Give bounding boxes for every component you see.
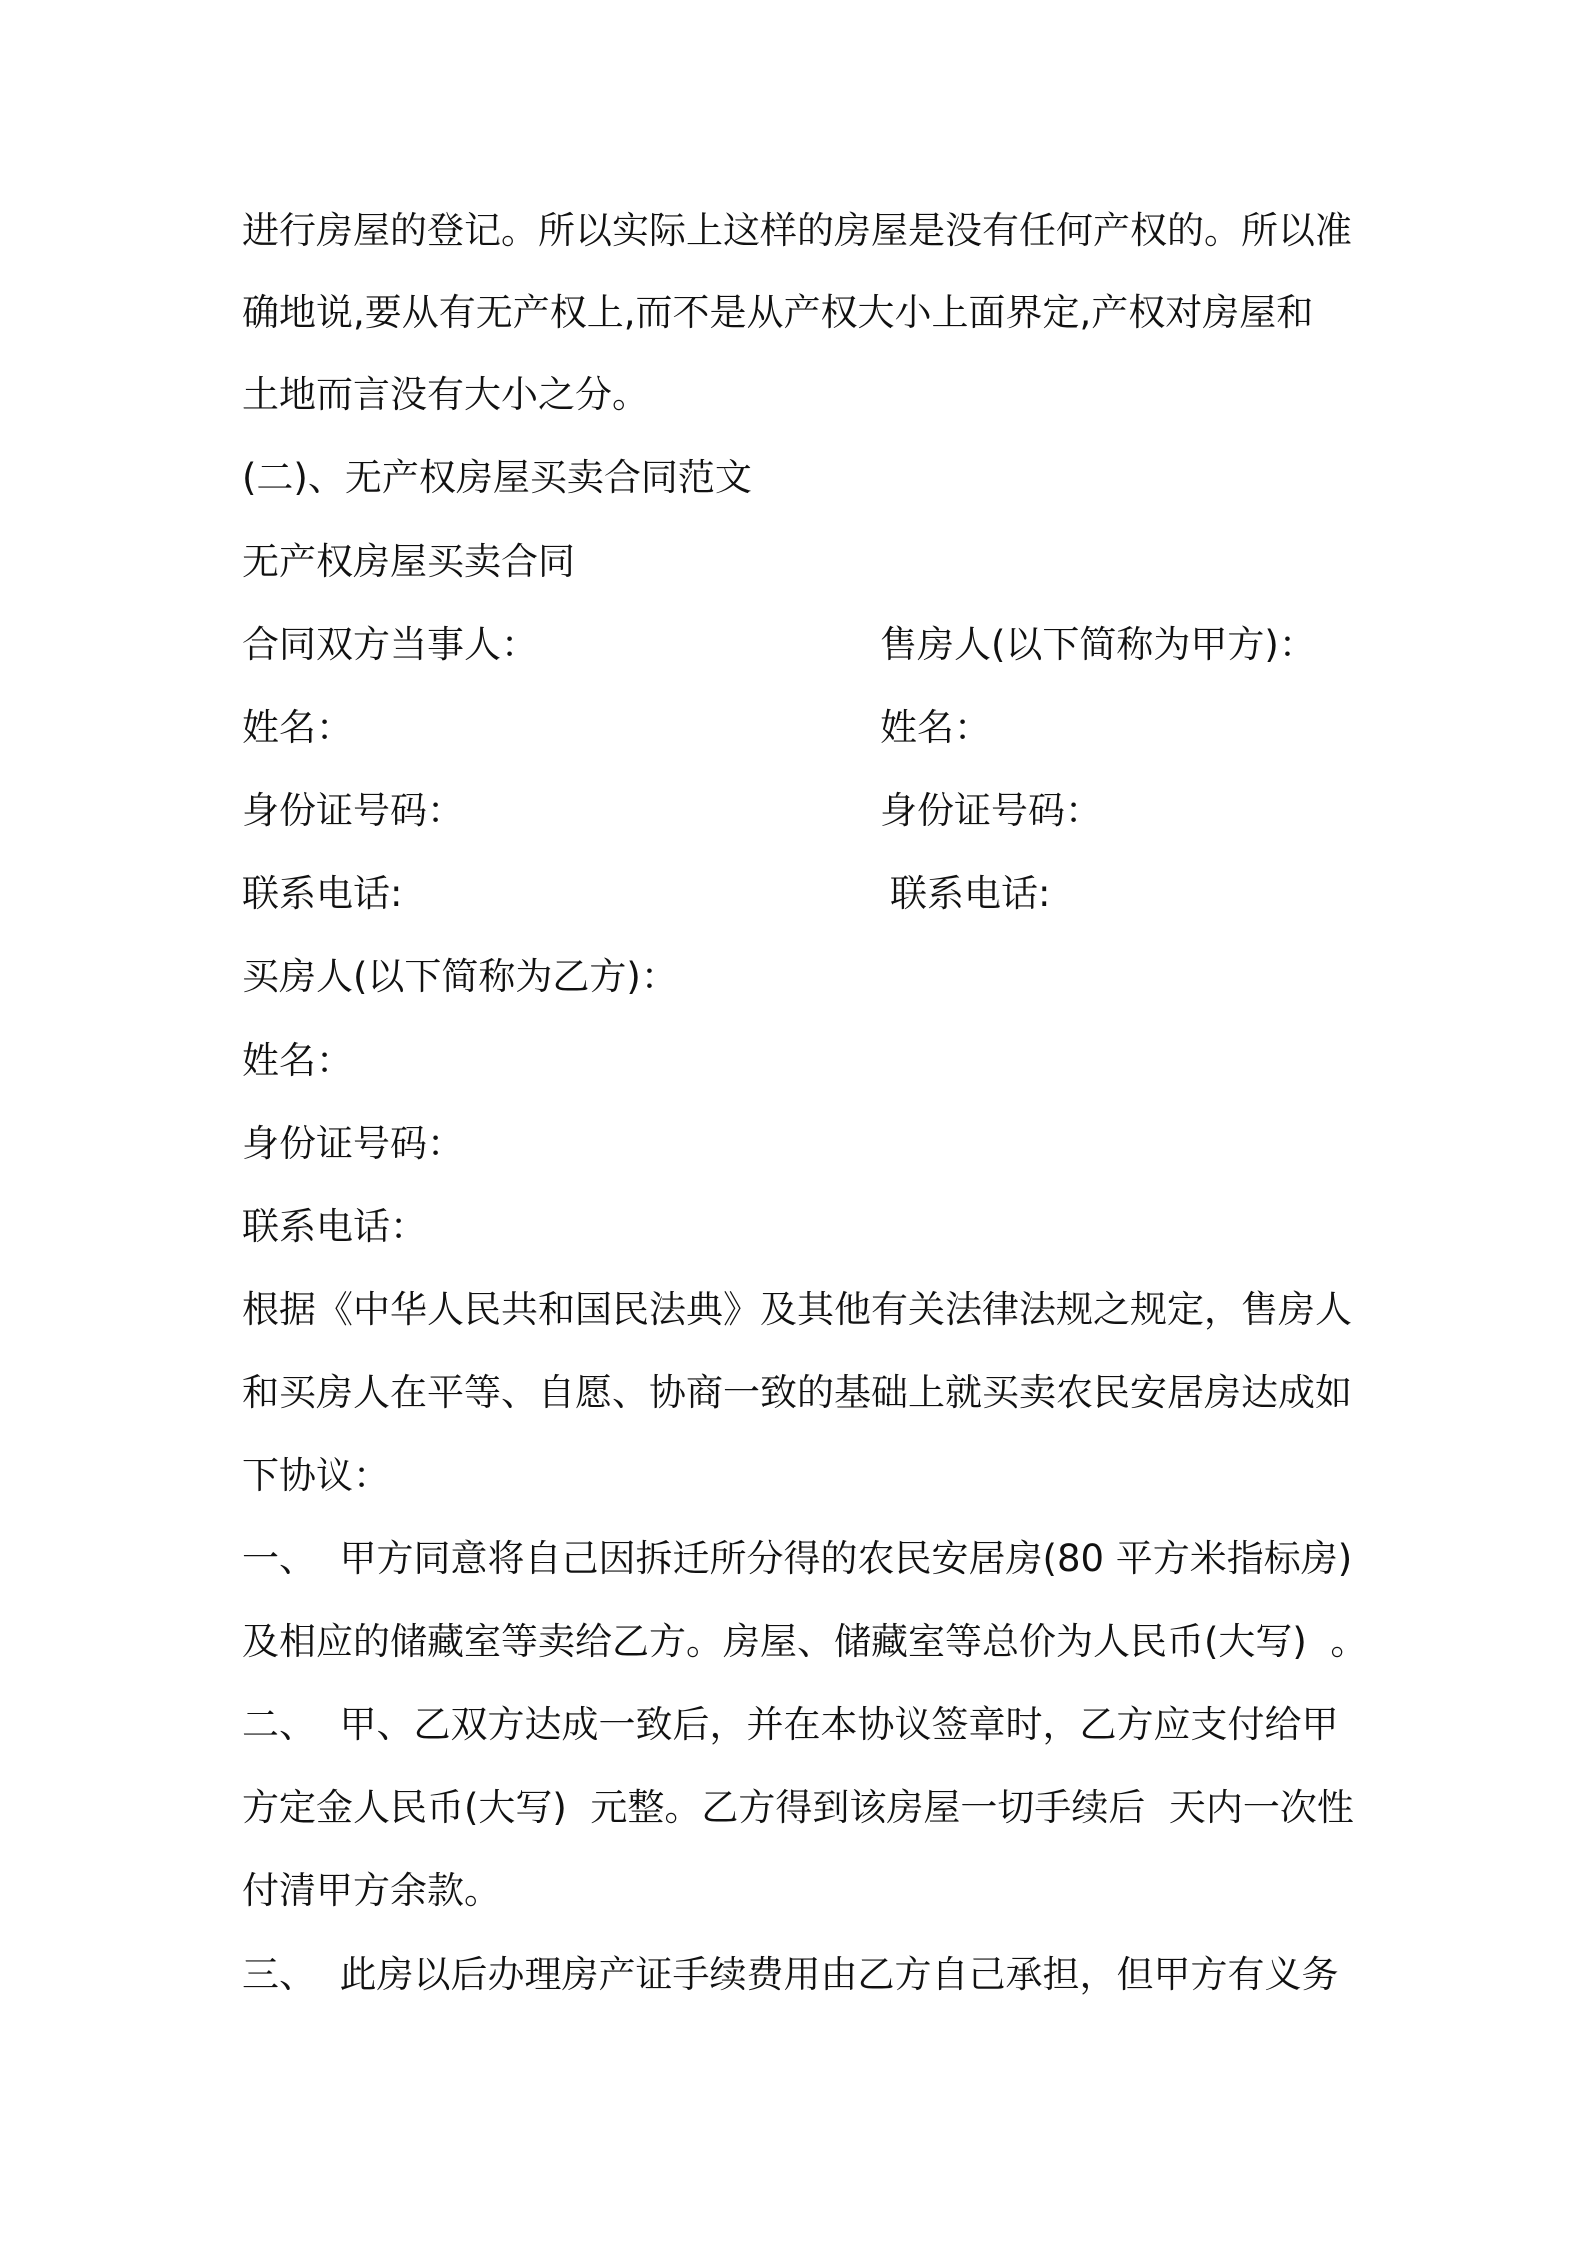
clause-1-line: 一、 甲方同意将自己因拆迁所分得的农民安居房(80 平方米指标房)	[242, 1537, 1353, 1580]
paragraph-line: 确地说,要从有无产权上,而不是从产权大小上面界定,产权对房屋和	[242, 291, 1314, 334]
section-heading: (二)、无产权房屋买卖合同范文	[242, 456, 752, 499]
buyer-phone-label: 联系电话：	[242, 1205, 427, 1248]
contract-title: 无产权房屋买卖合同	[242, 540, 575, 583]
clause-3-line: 三、 此房以后办理房产证手续费用由乙方自己承担，但甲方有义务	[242, 1953, 1339, 1996]
buyer-header: 买房人(以下简称为乙方)：	[242, 955, 678, 998]
paragraph-line: 土地而言没有大小之分。	[242, 373, 649, 416]
preamble-line: 根据《中华人民共和国民法典》及其他有关法律法规之规定，售房人	[242, 1288, 1352, 1331]
parties-header: 合同双方当事人：	[242, 623, 538, 666]
party-name-label: 姓名：	[242, 706, 353, 749]
buyer-id-label: 身份证号码：	[242, 1122, 464, 1165]
paragraph-line: 进行房屋的登记。所以实际上这样的房屋是没有任何产权的。所以准	[242, 209, 1352, 252]
preamble-line: 下协议：	[242, 1454, 390, 1497]
buyer-name-label: 姓名：	[242, 1039, 353, 1082]
party-phone-label: 联系电话:	[242, 872, 403, 915]
clause-2-line: 二、 甲、乙双方达成一致后，并在本协议签章时，乙方应支付给甲	[242, 1703, 1339, 1746]
clause-2-line: 付清甲方余款。	[242, 1869, 501, 1912]
clause-1-line: 及相应的储藏室等卖给乙方。房屋、储藏室等总价为人民币(大写) 。	[242, 1620, 1368, 1663]
party-id-label: 身份证号码：	[242, 789, 464, 832]
clause-2-line: 方定金人民币(大写) 元整。乙方得到该房屋一切手续后 天内一次性	[242, 1786, 1354, 1829]
seller-header: 售房人(以下简称为甲方)：	[880, 623, 1316, 666]
seller-name-label: 姓名：	[880, 706, 991, 749]
seller-phone-label: 联系电话:	[890, 872, 1051, 915]
preamble-line: 和买房人在平等、自愿、协商一致的基础上就买卖农民安居房达成如	[242, 1371, 1352, 1414]
seller-id-label: 身份证号码：	[880, 789, 1102, 832]
